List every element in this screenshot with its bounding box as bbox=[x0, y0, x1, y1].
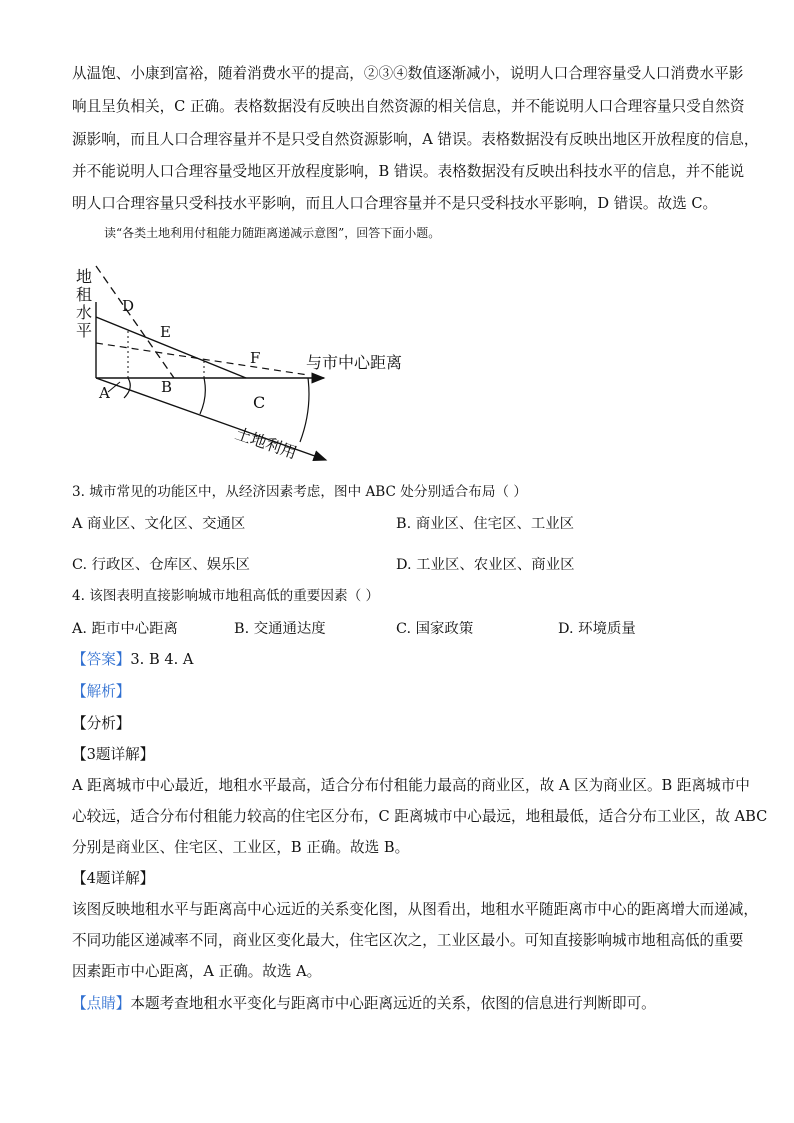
detail-3-line-1: A 距离城市中心最近，地租水平最高，适合分布付租能力最高的商业区，故 A 区为商业区。B 距离城市中 bbox=[72, 777, 750, 794]
fenxi-tag: 【分析】 bbox=[72, 715, 131, 732]
q3-stem: 3. 城市常见的功能区中，从经济因素考虑，图中 ABC 处分别适合布局（ ） bbox=[72, 484, 527, 500]
q3-option-c[interactable]: C. 行政区、仓库区、娱乐区 bbox=[72, 557, 250, 573]
answer-line bbox=[72, 650, 732, 670]
q3-option-b[interactable]: B. 商业区、住宅区、工业区 bbox=[396, 516, 575, 532]
arc-c bbox=[300, 378, 309, 442]
detail-3-tag: 【3题详解】 bbox=[72, 746, 155, 763]
detail-4-line-1: 该图反映地租水平与距离高中心远近的关系变化图，从图看出，地租水平随距离市中心的距离增大而递减， bbox=[72, 901, 758, 918]
label-b: B bbox=[161, 378, 173, 396]
analysis-tag: 【解析】 bbox=[72, 683, 131, 700]
rent-line-e bbox=[96, 317, 246, 378]
q4-option-d[interactable]: D. 环境质量 bbox=[558, 621, 636, 637]
y-axis-label-4: 平 bbox=[76, 321, 93, 340]
detail-3-line-2: 心较远，适合分布付租能力较高的住宅区分布，C 距离城市中心最远，地租最低，适合分布工业区，故 ABC bbox=[72, 808, 768, 825]
q4-option-c[interactable]: C. 国家政策 bbox=[396, 621, 474, 637]
q4-option-a[interactable]: A. 距市中心距离 bbox=[72, 621, 178, 637]
y-axis-label-3: 水 bbox=[76, 303, 93, 322]
label-d: D bbox=[122, 297, 135, 315]
label-a: A bbox=[99, 384, 110, 402]
detail-4-line-2: 不同功能区递减率不同，商业区变化最大，住宅区次之，工业区最小。可知直接影响城市地租高低的重要 bbox=[72, 932, 744, 949]
land-use-label: 土地利用 bbox=[232, 423, 300, 463]
intro-line-4: 并不能说明人口合理容量受地区开放程度影响，B 错误。表格数据没有反映出科技水平的信息，并不能说 bbox=[72, 163, 745, 180]
detail-4-line-3: 因素距市中心距离，A 正确。故选 A。 bbox=[72, 963, 322, 980]
diagram-caption: 读“各类土地利用付租能力随距离递减示意图”，回答下面小题。 bbox=[104, 226, 441, 240]
label-c: C bbox=[253, 393, 266, 412]
q4-stem: 4. 该图表明直接影响城市地租高低的重要因素（ ） bbox=[72, 588, 380, 604]
intro-line-2: 响且呈负相关，C 正确。表格数据没有反映出自然资源的相关信息，并不能说明人口合理容量只受自然资 bbox=[72, 98, 745, 115]
dianjing-line bbox=[72, 994, 732, 1014]
intro-line-1: 从温饱、小康到富裕，随着消费水平的提高，②③④数值逐渐减小，说明人口合理容量受人口消费水平影 bbox=[72, 65, 744, 82]
y-axis-label-1: 地 bbox=[76, 267, 93, 286]
y-axis-label-2: 租 bbox=[76, 285, 93, 304]
detail-4-tag: 【4题详解】 bbox=[72, 870, 155, 887]
land-rent-diagram bbox=[62, 258, 422, 470]
arc-b bbox=[200, 378, 205, 414]
answer-text: 3. B 4. A bbox=[130, 651, 194, 668]
x-axis-label: 与市中心距离 bbox=[306, 353, 403, 372]
label-f: F bbox=[250, 349, 261, 367]
q3-option-d[interactable]: D. 工业区、农业区、商业区 bbox=[396, 557, 575, 573]
intro-line-3: 源影响，而且人口合理容量并不是只受自然资源影响，A 错误。表格数据没有反映出地区开放程度的信息， bbox=[72, 131, 759, 148]
q4-option-b[interactable]: B. 交通通达度 bbox=[234, 621, 326, 637]
intro-line-5: 明人口合理容量只受科技水平影响，而且人口合理容量并不是只受科技水平影响，D 错误。故选 C。 bbox=[72, 195, 718, 212]
detail-3-line-3: 分别是商业区、住宅区、工业区，B 正确。故选 B。 bbox=[72, 839, 410, 856]
dianjing-text: 本题考查地租水平变化与距离市中心距离远近的关系，依图的信息进行判断即可。 bbox=[130, 995, 656, 1012]
dianjing-tag: 【点睛】 bbox=[72, 995, 131, 1012]
label-e: E bbox=[160, 323, 171, 341]
q3-option-a[interactable]: A 商业区、文化区、交通区 bbox=[72, 516, 246, 532]
answer-tag: 【答案】 bbox=[72, 651, 131, 668]
